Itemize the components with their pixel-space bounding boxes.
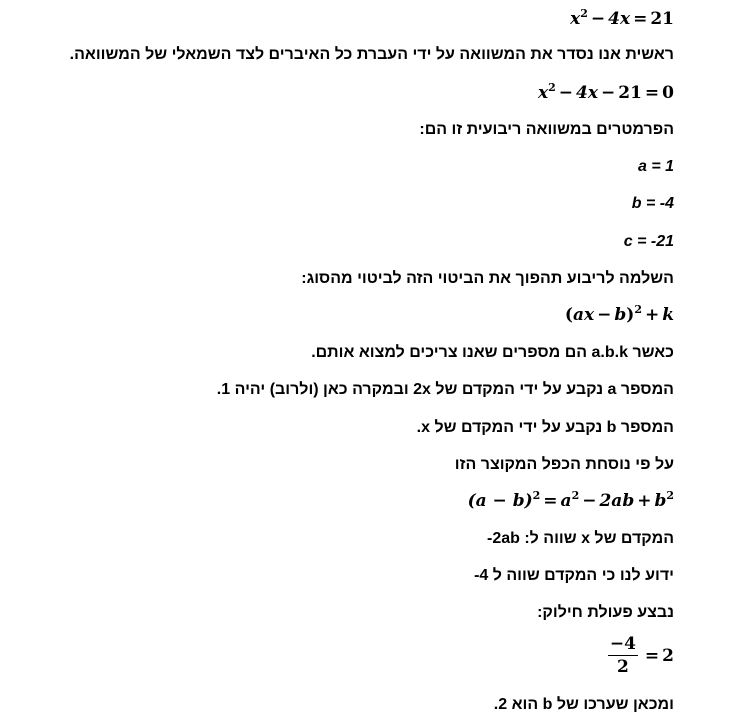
- minus-operator: −: [582, 491, 597, 511]
- completing-square-text: השלמה לריבוע תהפוך את הביטוי הזה לביטוי מהסוג:: [301, 270, 674, 287]
- equals-operator: =: [633, 9, 648, 29]
- minus-operator: −: [558, 83, 574, 103]
- short-multiplication-formula: [468, 490, 674, 512]
- formula-intro-text: על פי נוסחת הכפל המקוצר הזו: [454, 456, 674, 473]
- equals-operator: =: [644, 83, 660, 103]
- fraction-denominator: 2: [616, 657, 629, 677]
- fraction-numerator: −4: [609, 634, 636, 654]
- minus-operator: −: [600, 83, 616, 103]
- param-b: b = -4: [631, 195, 674, 212]
- b-determined-text: המספר b נקבע על ידי המקדם של x.: [416, 419, 674, 436]
- term-4x: 4x: [576, 83, 598, 103]
- term-k: k: [662, 305, 674, 325]
- params-intro-text: הפרמטרים במשוואה ריבועית זו הם:: [419, 121, 674, 138]
- term-a: a: [560, 491, 572, 511]
- equation-original: [570, 8, 674, 30]
- minus-operator: −: [597, 305, 612, 325]
- plus-operator: +: [637, 491, 652, 511]
- form-expression: [565, 304, 674, 326]
- plus-operator: +: [644, 305, 660, 325]
- rhs-value: 0: [662, 83, 674, 103]
- formula-lhs: (a − b): [467, 491, 533, 511]
- minus-operator: −: [590, 9, 606, 29]
- coef-x-text: המקדם של x שווה ל: 2ab-: [487, 530, 674, 547]
- term-4x: 4x: [608, 9, 631, 29]
- term-b: b: [614, 305, 627, 325]
- open-paren: (: [564, 305, 573, 325]
- term-a: a: [572, 305, 584, 325]
- exponent: 2: [571, 489, 580, 502]
- division-result: 2: [662, 646, 674, 666]
- step-reorder-text: ראשית אנו נסדר את המשוואה על ידי העברת כל האיברים לצד השמאלי של המשוואה.: [69, 46, 674, 63]
- rhs-value: 21: [650, 9, 674, 29]
- division-equation: [608, 634, 674, 678]
- term-x: x: [583, 305, 595, 325]
- where-text: כאשר a.b.k הם מספרים שאנו צריכים למצוא אותם.: [311, 344, 674, 361]
- known-coef-text: ידוע לנו כי המקדם שווה ל 4-: [474, 567, 674, 584]
- equals-operator: =: [644, 646, 660, 666]
- term-21: 21: [618, 83, 642, 103]
- param-c: c = -21: [623, 233, 674, 250]
- exponent: 2: [634, 303, 642, 316]
- exponent: 2: [666, 489, 674, 502]
- division-text: נבצע פעולת חילוק:: [537, 604, 674, 621]
- term-x: x: [570, 9, 581, 29]
- equals-operator: =: [543, 491, 558, 511]
- term-2ab: 2ab: [599, 491, 635, 511]
- exponent: 2: [532, 489, 541, 502]
- term-x: x: [537, 83, 549, 103]
- exponent: 2: [580, 7, 588, 20]
- a-determined-text: המספר a נקבע על ידי המקדם של 2x ובמקרה כאן (ולרוב) יהיה 1.: [216, 381, 674, 398]
- exponent: 2: [548, 81, 556, 94]
- close-paren: ): [626, 305, 635, 325]
- conclusion-text: ומכאן שערכו של b הוא 2.: [493, 696, 674, 713]
- term-b: b: [654, 491, 667, 511]
- fraction: [608, 634, 638, 678]
- param-a: a = 1: [637, 158, 674, 175]
- equation-reordered: [538, 82, 674, 104]
